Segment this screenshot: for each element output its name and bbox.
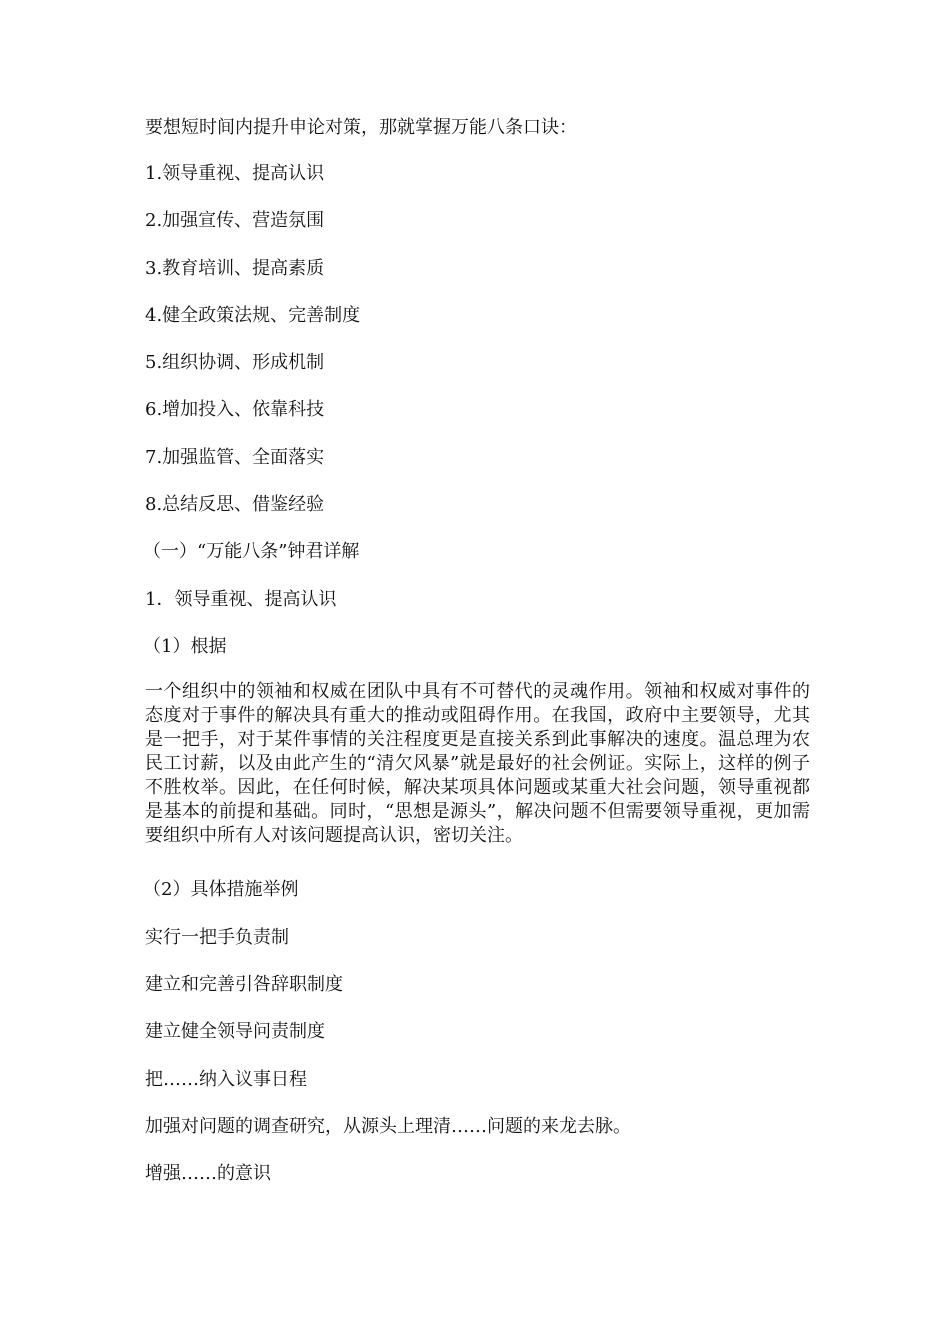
intro-text: 要想短时间内提升申论对策，那就掌握万能八条口诀： xyxy=(145,117,577,138)
formula-item-8: 8.总结反思、借鉴经验 xyxy=(145,494,325,515)
basis-paragraph: 一个组织中的领袖和权威在团队中具有不可替代的灵魂作用。领袖和权威对事件的态度对于事件的解决具有重大的推动或阻碍作用。在我国，政府中主要领导，尤其是一把手，对于某件事情的关注程度更是直接关系到此事解决的速度。温总理为农民工讨薪，以及由此产生的“清欠风暴”就是最好的社会例证。实际上，这样的例子不胜枚举。因此，在任何时候，解决某项具体问题或某重大社会问题，领导重视都是基本的前提和基础。同时，“思想是源头”，解决问题不但需要领导重视，更加需要组织中所有人对该问题提高认识，密切关注。 xyxy=(145,681,810,846)
section-heading: （一）“万能八条”钟君详解 xyxy=(143,541,360,562)
measures-heading: （2）具体措施举例 xyxy=(143,879,299,900)
formula-item-4: 4.健全政策法规、完善制度 xyxy=(145,305,361,326)
measure-item: 建立和完善引咎辞职制度 xyxy=(145,974,343,995)
measure-item: 加强对问题的调查研究，从源头上理清……问题的来龙去脉。 xyxy=(145,1116,631,1137)
measure-item: 把……纳入议事日程 xyxy=(145,1069,307,1090)
formula-item-1: 1.领导重视、提高认识 xyxy=(145,163,325,184)
item-heading: 1．领导重视、提高认识 xyxy=(145,589,337,610)
formula-item-3: 3.教育培训、提高素质 xyxy=(145,258,325,279)
measure-item: 实行一把手负责制 xyxy=(145,927,289,948)
formula-item-5: 5.组织协调、形成机制 xyxy=(145,352,325,373)
formula-item-2: 2.加强宣传、营造氛围 xyxy=(145,210,325,231)
measure-item: 建立健全领导问责制度 xyxy=(145,1021,325,1042)
basis-heading: （1）根据 xyxy=(143,636,227,657)
formula-item-6: 6.增加投入、依靠科技 xyxy=(145,399,325,420)
measure-item: 增强……的意识 xyxy=(145,1163,271,1184)
formula-item-7: 7.加强监管、全面落实 xyxy=(145,447,325,468)
